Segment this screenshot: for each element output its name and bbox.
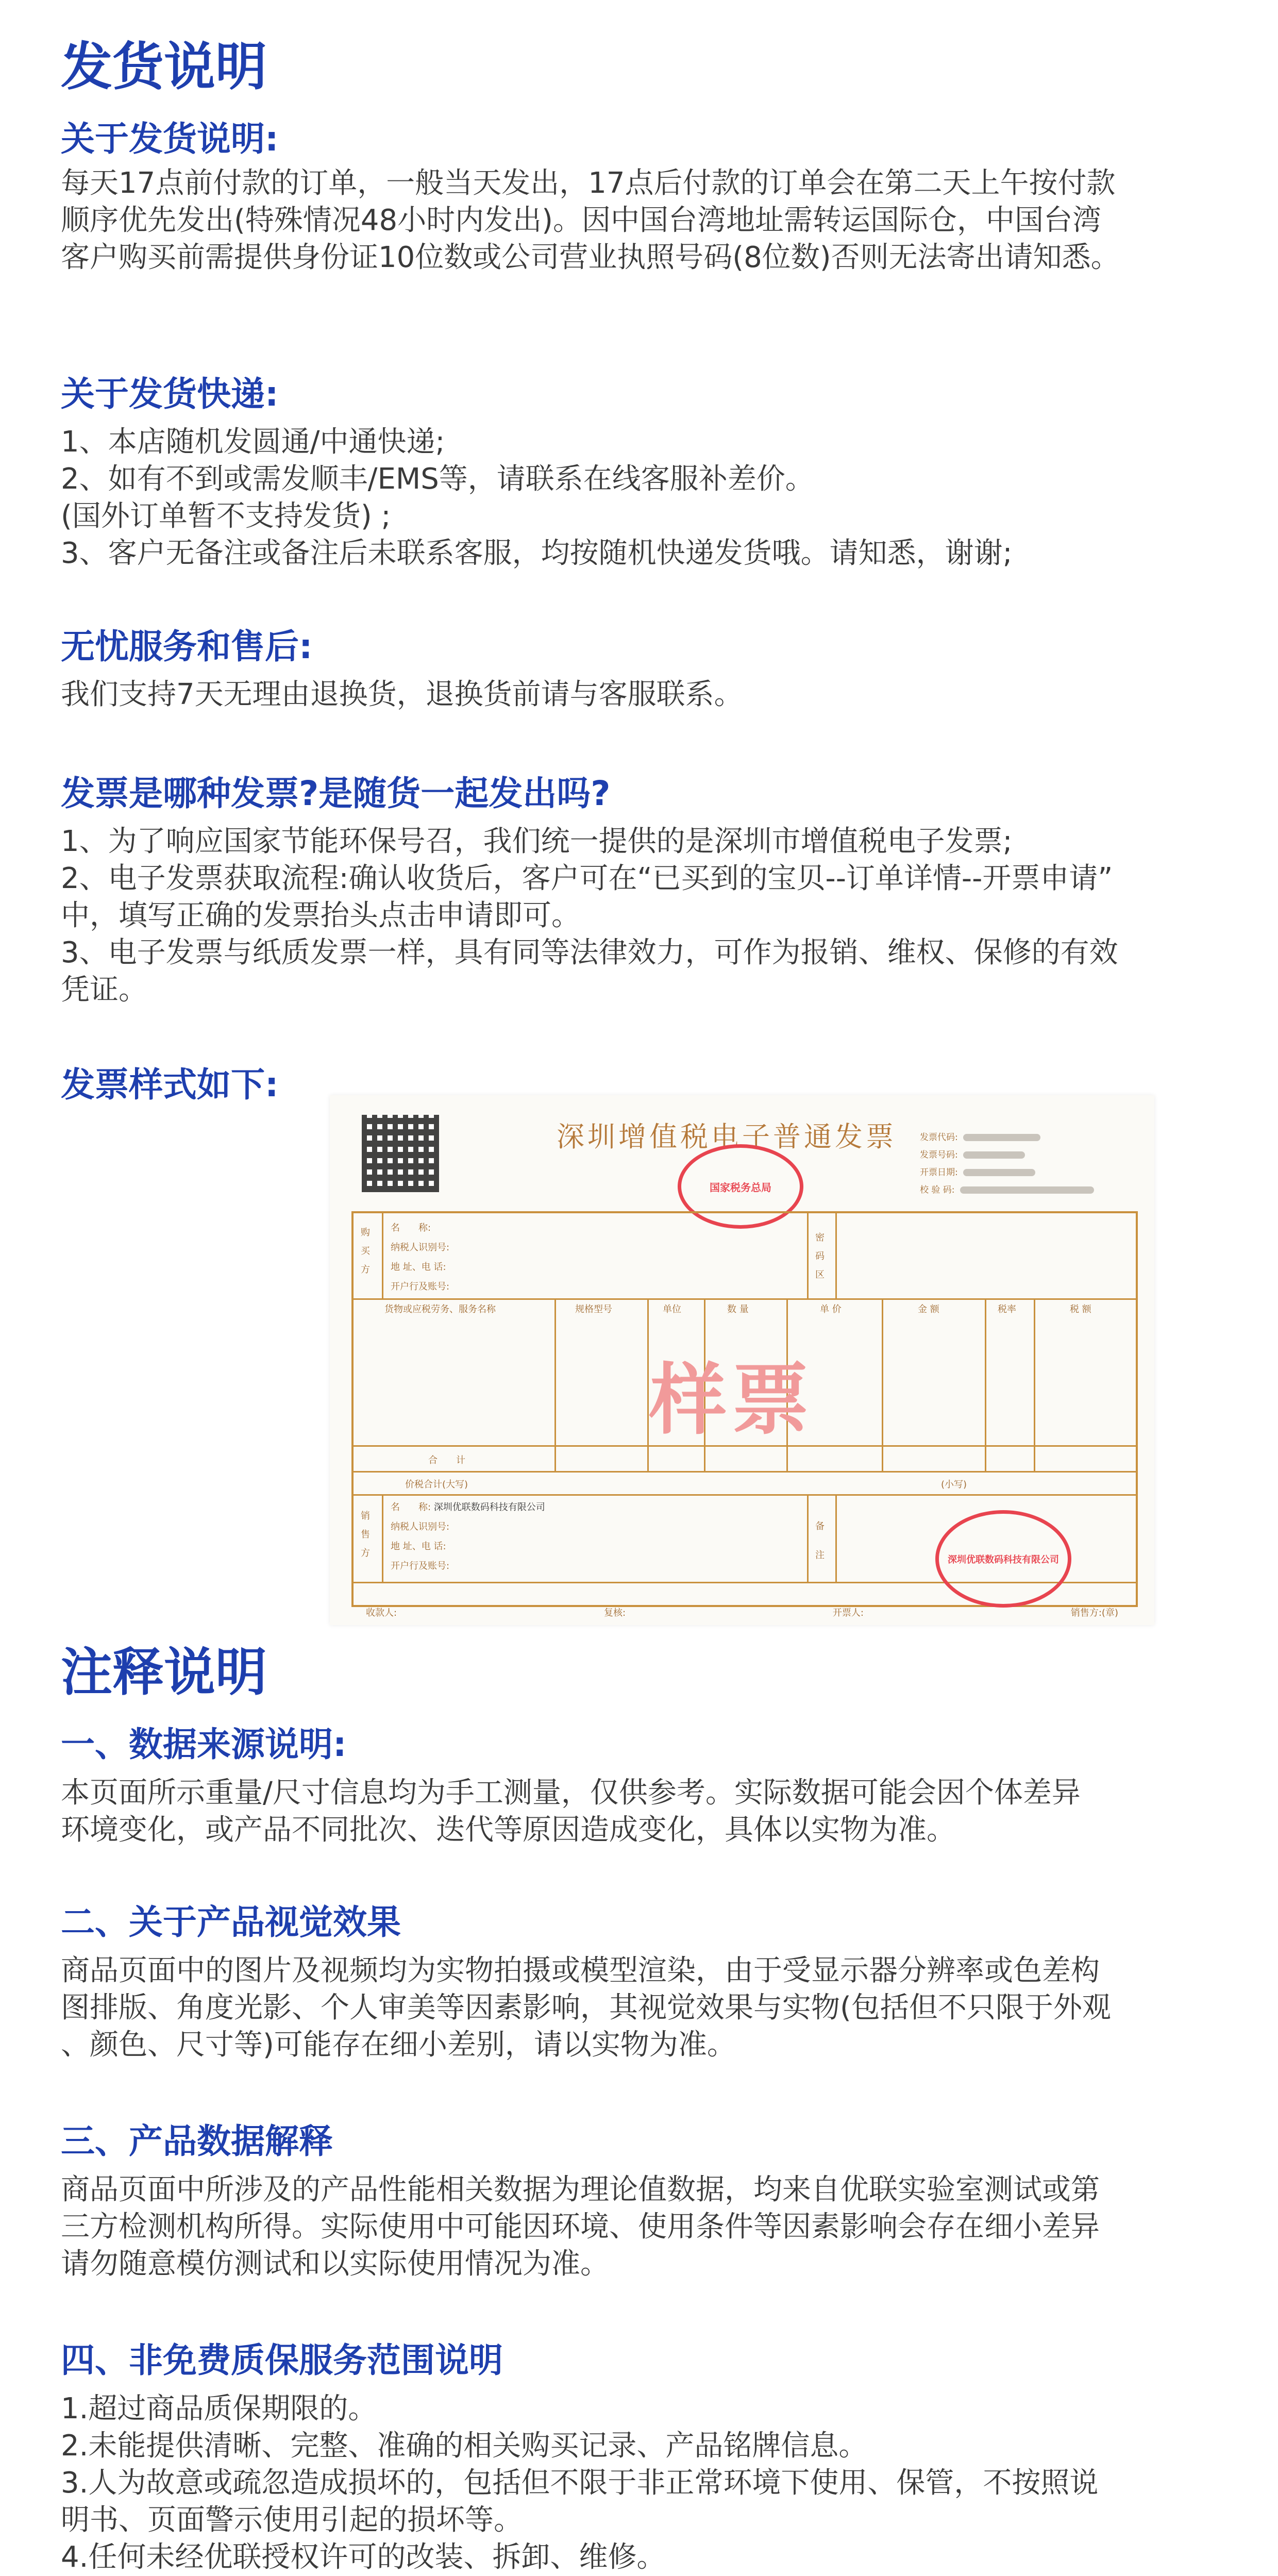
about-shipping-heading: 关于发货说明: bbox=[61, 119, 279, 159]
sample-watermark: 样票 bbox=[649, 1356, 815, 1445]
notes-section-4-heading: 四、非免费质保服务范围说明 bbox=[61, 2340, 503, 2380]
invoice-meta: 发票代码: 发票号码: 开票日期: 校 验 码: bbox=[920, 1129, 1094, 1199]
tax-bureau-stamp: 国家税务总局 bbox=[678, 1144, 803, 1229]
about-shipping-text: 每天17点前付款的订单，一般当天发出，17点后付款的订单会在第二天上午按付款 顺序优先发出(特殊情况48小时内发出)。因中国台湾地址需转运国际仓，中国台湾 客户购买前需提供身份证10位数或公司营业执照号码(8位数)否则无法寄出请知悉。 bbox=[61, 166, 1120, 274]
express-heading: 关于发货快递: bbox=[61, 374, 279, 414]
notes-section-1-text: 本页面所示重量/尺寸信息均为手工测量，仅供参考。实际数据可能会因个体差异 环境变化，或产品不同批次、迭代等原因造成变化，具体以实物为准。 bbox=[61, 1776, 1081, 1847]
invoice-question-heading: 发票是哪种发票?是随货一起发出吗? bbox=[61, 774, 611, 813]
notes-section-2-heading: 二、关于产品视觉效果 bbox=[61, 1902, 401, 1942]
shipping-title: 发货说明 bbox=[61, 37, 267, 97]
invoice-style-heading: 发票样式如下: bbox=[61, 1065, 279, 1105]
invoice-footer: 收款人: 复核: 开票人: 销售方:(章) bbox=[366, 1608, 1118, 1618]
notes-section-1-heading: 一、数据来源说明: bbox=[61, 1725, 347, 1764]
seller-stamp: 深圳优联数码科技有限公司 bbox=[935, 1510, 1071, 1608]
notes-section-3-text: 商品页面中所涉及的产品性能相关数据为理论值数据，均来自优联实验室测试或第 三方检测机构所得。实际使用中可能因环境、使用条件等因素影响会存在细小差异 请勿随意模仿测试和以实际使用情况为准。 bbox=[61, 2173, 1100, 2281]
notes-section-3-heading: 三、产品数据解释 bbox=[61, 2121, 333, 2161]
invoice-table: 购买方 名 称: 纳税人识别号: 地 址、电 话: 开户行及账号: 密码区 货物或应税劳务、服务名称 规格型号 单位 数 量 单 价 金 额 税率 税 额 合 计 价税合计(大写) (小写) 销售方 名 称: 深圳优联数码科技有限公司 纳税人识别号: 地 址、电 话: 开户行及账号: 备注 bbox=[351, 1211, 1138, 1607]
aftersale-text: 我们支持7天无理由退换货，退换货前请与客服联系。 bbox=[61, 678, 743, 711]
qr-code-icon bbox=[362, 1115, 439, 1192]
aftersale-heading: 无忧服务和售后: bbox=[61, 627, 313, 666]
notes-section-4-text: 1.超过商品质保期限的。 2.未能提供清晰、完整、准确的相关购买记录、产品铭牌信息。 3.人为故意或疏忽造成损坏的，包括但不限于非正常环境下使用、保管，不按照说 明书、页面警示使用引起的损坏等。 4.任何未经优联授权许可的改装、拆卸、维修。 bbox=[61, 2392, 1099, 2574]
notes-title: 注释说明 bbox=[61, 1642, 267, 1702]
invoice-sample-image bbox=[330, 1095, 1154, 1625]
invoice-title: 深圳增值税电子普通发票 bbox=[557, 1120, 897, 1153]
express-text: 1、本店随机发圆通/中通快递; 2、如有不到或需发顺丰/EMS等，请联系在线客服补差价。 (国外订单暂不支持发货) ; 3、客户无备注或备注后未联系客服，均按随机快递发货哦。请知悉，谢谢; bbox=[61, 425, 1013, 570]
invoice-question-text: 1、为了响应国家节能环保号召，我们统一提供的是深圳市增值税电子发票; 2、电子发票获取流程:确认收货后，客户可在“已买到的宝贝--订单详情--开票申请” 中，填写正确的发票抬头点击申请即可。 3、电子发票与纸质发票一样，具有同等法律效力，可作为报销、维权、保修的有效 凭证。 bbox=[61, 825, 1118, 1007]
notes-section-2-text: 商品页面中的图片及视频均为实物拍摄或模型渲染，由于受显示器分辨率或色差构 图排版、角度光影、个人审美等因素影响，其视觉效果与实物(包括但不只限于外观 、颜色、尺寸等)可能存在细小差别，请以实物为准。 bbox=[61, 1954, 1111, 2062]
